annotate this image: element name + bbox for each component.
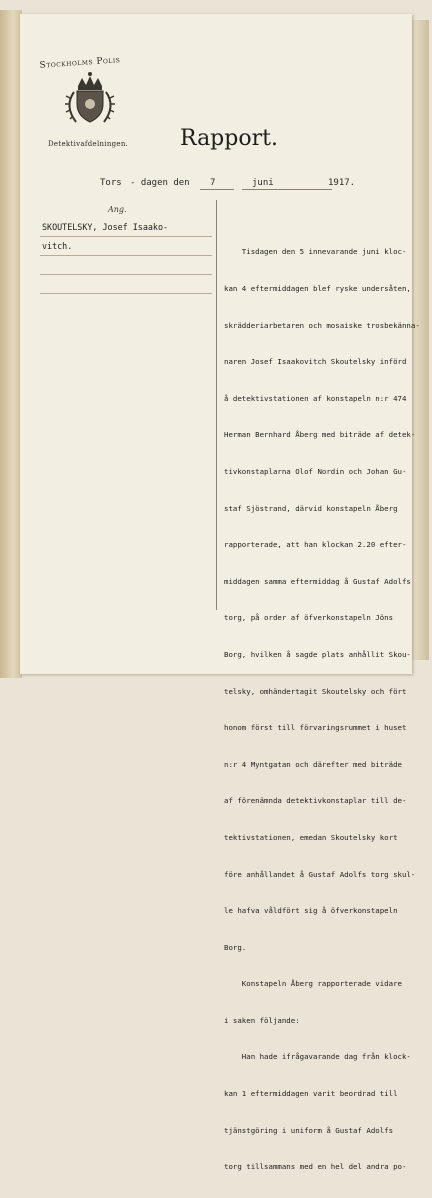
report-line: naren Josef Isaakovitch Skoutelsky införd: [224, 357, 407, 367]
report-line: honom först till förvaringsrummet i huset: [224, 723, 407, 733]
document-page: [20, 14, 420, 1172]
subject-name-line1: SKOUTELSKY, Josef Isaako-: [42, 222, 169, 232]
ang-label: Ang.: [108, 205, 127, 214]
report-line: torg tillsammans med en hel del andra po-: [224, 1162, 407, 1172]
report-line: tivkonstaplarna Olof Nordin och Johan Gu-: [224, 466, 407, 476]
column-divider: [216, 200, 217, 610]
report-line: å detektivstationen af konstapeln n:r 474: [224, 393, 407, 403]
report-line: af förenämnda detektivkonstaplar till de-: [224, 796, 407, 806]
report-line: n:r 4 Myntgatan och därefter med biträde: [224, 759, 402, 769]
date-month: juni: [252, 178, 274, 188]
report-line: torg, på order af öfverkonstapeln Jöns: [224, 613, 394, 623]
dagen-den-label: - dagen den: [130, 178, 190, 188]
report-line: i saken följande:: [224, 1015, 300, 1025]
subject-name-line2: vitch.: [42, 241, 73, 251]
report-line: Herman Bernhard Åberg med biträde af detek-: [224, 430, 416, 440]
report-line: Konstapeln Åberg rapporterade vidare: [224, 979, 402, 989]
report-line: före anhållandet å Gustaf Adolfs torg skul-: [224, 869, 416, 879]
report-line: middagen samma eftermiddag å Gustaf Adolfs: [224, 576, 411, 586]
binder-edge: [0, 10, 22, 678]
report-line: le hafva våldfört sig å öfverkonstapeln: [224, 906, 398, 916]
report-line: staf Sjöstrand, därvid konstapeln Åberg: [224, 503, 398, 513]
subject-name: [42, 218, 212, 256]
report-line: telsky, omhändertagit Skoutelsky och fört: [224, 686, 407, 696]
date-line: [100, 178, 360, 192]
report-line: tjänstgöring i uniform å Gustaf Adolfs: [224, 1125, 394, 1135]
report-line: skrädderiarbetaren och mosaiske trosbekänna-: [224, 320, 420, 330]
date-day: 7: [210, 178, 216, 188]
weekday: Tors: [100, 178, 122, 188]
report-line: Borg, hvilken å sagde plats anhållit Skou-: [224, 649, 411, 659]
report-line: rapporterade, att han klockan 2.20 efter-: [224, 540, 407, 550]
report-line: Tisdagen den 5 innevarande juni kloc-: [224, 247, 407, 257]
report-line: Han hade ifrågavarande dag från klock-: [224, 1052, 411, 1062]
report-line: Borg.: [224, 942, 247, 952]
report-line: kan 4 eftermiddagen blef ryske undersåten,: [224, 284, 411, 293]
page-title: Rapport.: [180, 126, 278, 151]
date-year: 1917.: [328, 178, 356, 188]
report-line: tektivstationen, emedan Skoutelsky kort: [224, 832, 398, 842]
report-line: kan 1 eftermiddagen varit beordrad till: [224, 1089, 398, 1099]
report-body: [224, 222, 424, 1198]
seal-caption: Stockholms Polis: [39, 55, 121, 71]
department-label: Detektivafdelningen.: [48, 140, 129, 148]
